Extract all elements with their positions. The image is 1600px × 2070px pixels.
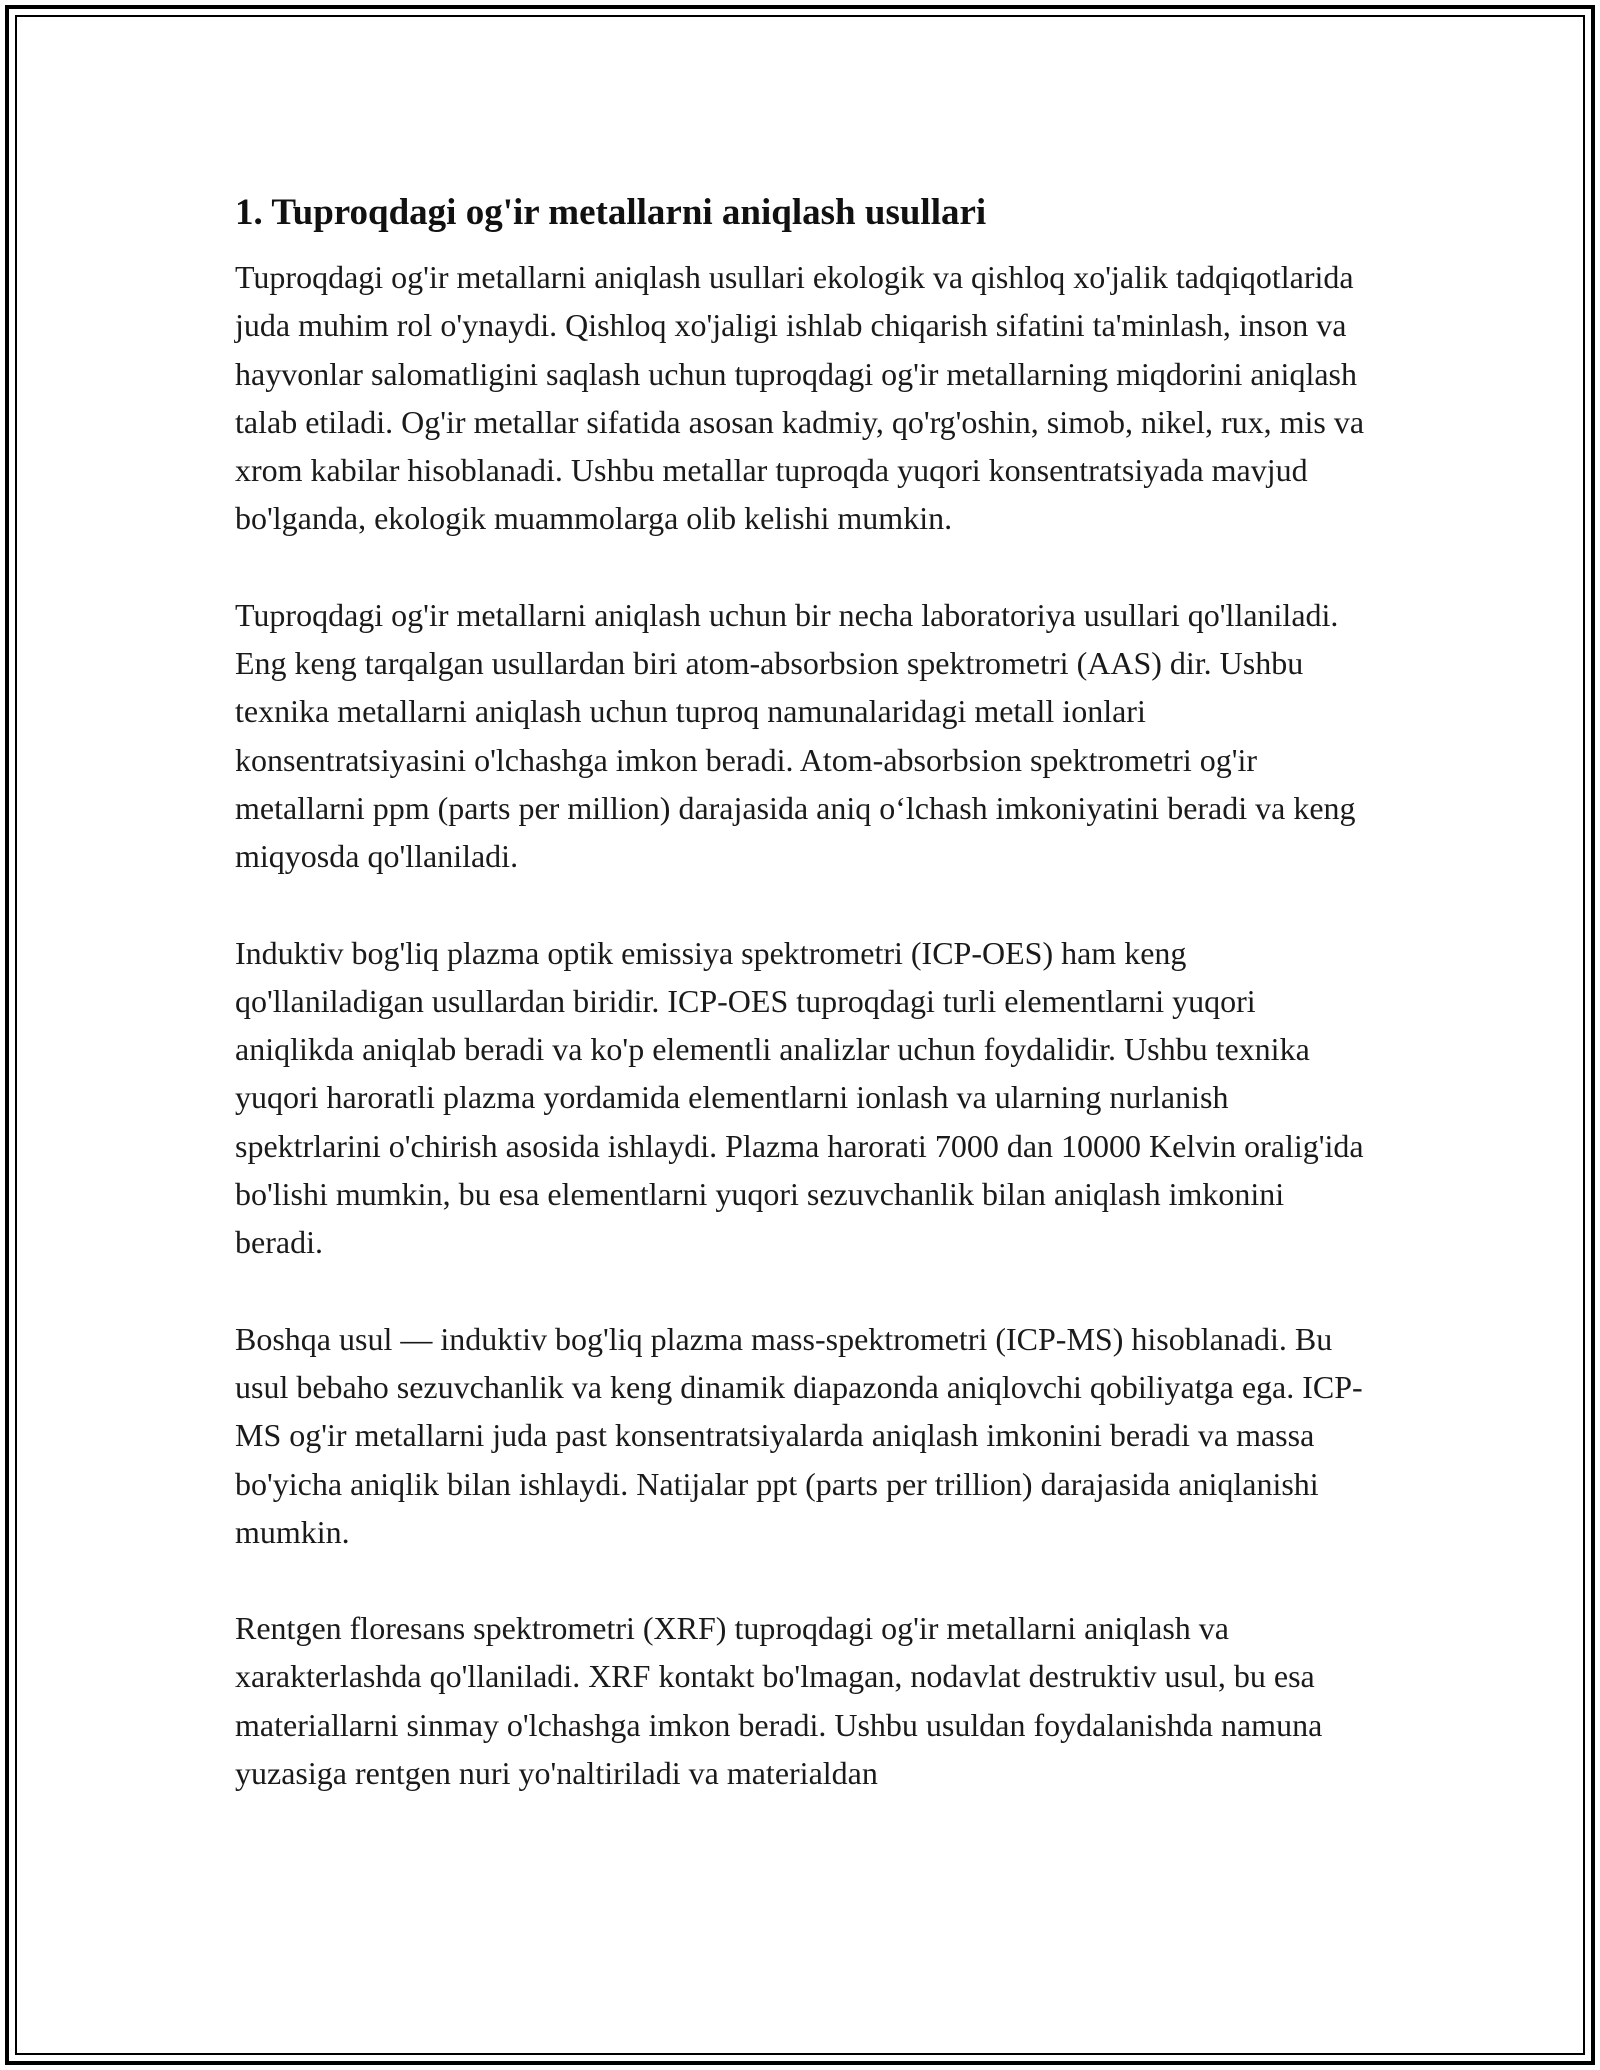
paragraph-xrf: Rentgen floresans spektrometri (XRF) tuproqdagi og'ir metallarni aniqlash va xarakterlashda qo'llaniladi. XRF kontakt bo'lmagan, nodavlat destruktiv usul, bu esa materiallarni sinmay o'lchashga imkon beradi. Ushbu usuldan foydalanishda namuna yuzasiga rentgen nuri yo'naltiriladi va materialdan <box>235 1610 1323 1792</box>
paragraph-aas: Tuproqdagi og'ir metallarni aniqlash uchun bir necha laboratoriya usullari qo'llaniladi. Eng keng tarqalgan usullardan biri atom-absorbsion spektrometri (AAS) dir. Ushbu texnika metallarni aniqlash uchun tuproq namunalaridagi metall ionlari konsentratsiyasini o'lchashga imkon beradi. Atom-absorbsion spektrometri og'ir metallarni ppm (parts per million) darajasida aniq o‘lchash imkoniyatini beradi va keng miqyosda qo'llaniladi. <box>235 596 1356 875</box>
section-heading: 1. Tuproqdagi og'ir metallarni aniqlash usullari <box>235 192 987 233</box>
paragraph-intro: Tuproqdagi og'ir metallarni aniqlash usullari ekologik va qishloq xo'jalik tadqiqotlarida juda muhim rol o'ynaydi. Qishloq xo'jaligi ishlab chiqarish sifatini ta'minlash, inson va hayvonlar salomatligini saqlash uchun tuproqdagi og'ir metallarning miqdorini aniqlash talab etiladi. Og'ir metallar sifatida asosan kadmiy, qo'rg'oshin, simob, nikel, rux, mis va xrom kabilar hisoblanadi. Ushbu metallar tuproqda yuqori konsentratsiyada mavjud bo'lganda, ekologik muammolarga olib kelishi mumkin. <box>235 259 1365 537</box>
paragraph-icp-ms: Boshqa usul — induktiv bog'liq plazma mass-spektrometri (ICP-MS) hisoblanadi. Bu usul bebaho sezuvchanlik va keng dinamik diapazonda aniqlovchi qobiliyatga ega. ICP-MS og'ir metallarni juda past konsentratsiyalarda aniqlash imkonini beradi va massa bo'yicha aniqlik bilan ishlaydi. Natijalar ppt (parts per trillion) darajasida aniqlanishi mumkin. <box>235 1320 1363 1550</box>
paragraph-icp-oes: Induktiv bog'liq plazma optik emissiya spektrometri (ICP-OES) ham keng qo'llaniladigan usullardan biridir. ICP-OES tuproqdagi turli elementlarni yuqori aniqlikda aniqlab beradi va ko'p elementli analizlar uchun foydalidir. Ushbu texnika yuqori haroratli plazma yordamida elementlarni ionlash va ularning nurlanish spektrlarini o'chirish asosida ishlaydi. Plazma harorati 7000 dan 10000 Kelvin oralig'ida bo'lishi mumkin, bu esa elementlarni yuqori sezuvchanlik bilan aniqlash imkonini beradi. <box>235 934 1364 1261</box>
document-body <box>235 185 1375 1845</box>
